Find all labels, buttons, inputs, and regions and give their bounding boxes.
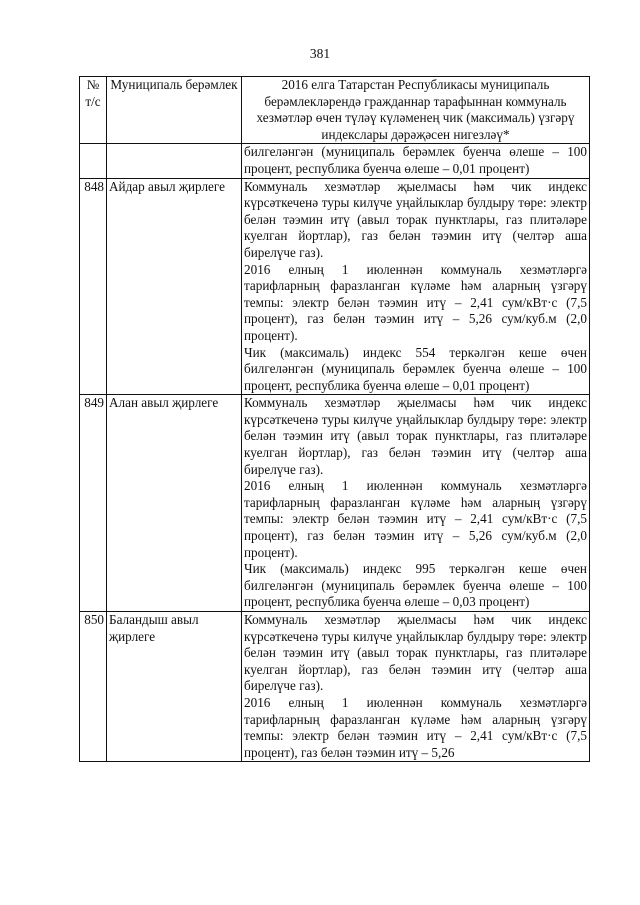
tariff-index-table [79,76,590,762]
amenities-paragraph: Коммуналь хезмәтләр җыелмасы һәм чик индекс күрсәткеченә туры килүче уңайлыклар булдыру төре: электр белән тәэмин итү (авыл торак пунктлары, газ плитәләре куелган йортлар), газ белән тәэмин итү (челтәр аша бирелүче газ). [244,612,587,694]
header-number: № т/с [80,77,107,144]
tariffs-paragraph: 2016 елның 1 июленнән коммуналь хезмәтләргә тарифларның фаразланган күләме һәм аларның үзгәрү темпы: электр белән тәэмин итү – 2,41 сум/кВт·с (7,5 процент), газ белән тәэмин итү – 5,26 сум/куб.м (2,0 процент). [244,261,587,343]
row-municipality-cell [107,144,242,178]
amenities-paragraph: Коммуналь хезмәтләр җыелмасы һәм чик индекс күрсәткеченә туры килүче уңайлыклар булдыру төре: электр белән тәэмин итү (авыл торак пунктлары, газ плитәләре куелган йортлар), газ белән тәэмин итү (челтәр аша бирелүче газ). [244,395,587,477]
page-number: 381 [309,46,331,61]
header-index-justification: 2016 елга Татарстан Республикасы муниципаль берәмлекләрендә гражданнар тарафыннан коммуналь хезмәтләр өчен түләү күләменең чик (максималь) үзгәрү индекслары дәрәҗәсен нигезләү* [242,77,590,144]
row-municipality: Айдар авыл җирлеге [107,178,242,395]
row-municipality: Алан авыл җирлеге [107,395,242,612]
row-justification [242,178,590,395]
limit-index-paragraph: Чик (максималь) индекс 995 теркәлгән кеше өчен билгеләнгән (муниципаль берәмлек буенча өлеше – 100 процент, республика буенча өлеше – 0,03 процент) [244,561,587,610]
tariffs-paragraph: 2016 елның 1 июленнән коммуналь хезмәтләргә тарифларның фаразланган күләме һәм аларның үзгәрү темпы: электр белән тәэмин итү – 2,41 сум/кВт·с (7,5 процент), газ белән тәэмин итү – 5,26 [244,694,587,760]
continuation-text: билгеләнгән (муниципаль берәмлек буенча өлеше – 100 процент, республика буенча өлеше – 0,01 процент) [244,144,587,176]
table-row [80,612,590,762]
row-justification [242,612,590,762]
row-number: 850 [80,612,107,762]
table-row [80,395,590,612]
row-number: 849 [80,395,107,612]
amenities-paragraph: Коммуналь хезмәтләр җыелмасы һәм чик индекс күрсәткеченә туры килүче уңайлыклар булдыру төре: электр белән тәэмин итү (авыл торак пунктлары, газ плитәләре куелган йортлар), газ белән тәэмин итү (челтәр аша бирелүче газ). [244,178,587,260]
table-row-continuation [80,144,590,178]
table-row [80,178,590,395]
row-municipality: Баландыш авыл җирлеге [107,612,242,762]
row-justification [242,395,590,612]
row-number-cell [80,144,107,178]
header-municipality: Муниципаль берәмлек [107,77,242,144]
row-justification-cell [242,144,590,178]
tariffs-paragraph: 2016 елның 1 июленнән коммуналь хезмәтләргә тарифларның фаразланган күләме һәм аларның үзгәрү темпы: электр белән тәэмин итү – 2,41 сум/кВт·с (7,5 процент), газ белән тәэмин итү – 5,26 сум/куб.м (2,0 процент). [244,478,587,560]
row-number: 848 [80,178,107,395]
table-header-row [80,77,590,144]
limit-index-paragraph: Чик (максималь) индекс 554 теркәлгән кеше өчен билгеләнгән (муниципаль берәмлек буенча өлеше – 100 процент, республика буенча өлеше – 0,01 процент) [244,344,587,393]
